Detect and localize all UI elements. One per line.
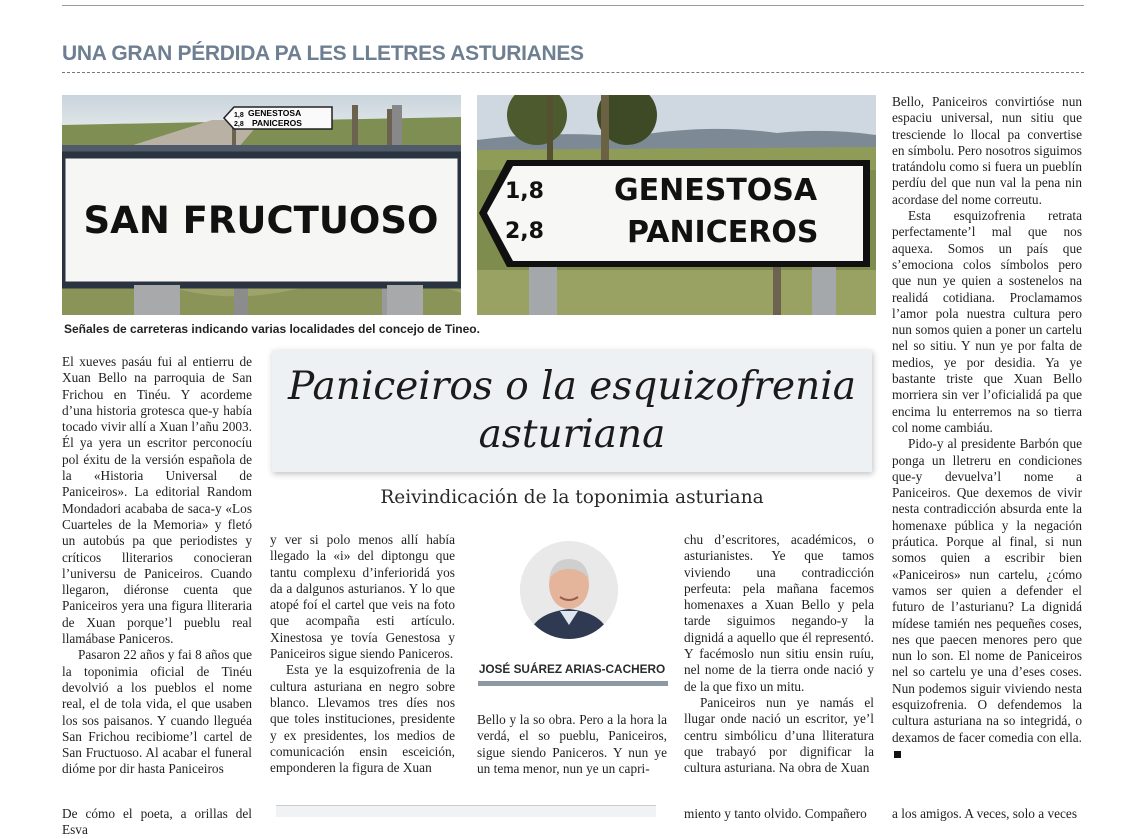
headline-line-1: Paniceiros o la esquizofrenia [288, 364, 856, 409]
body-column-3-start [477, 712, 667, 777]
paragraph [892, 436, 1082, 762]
photo-genestosa-paniceros-sign [477, 95, 876, 315]
paragraph: Paniceiros nun ye namás el llugar onde nació un escritor, ye’l centru simbólicu d’una lliteratura que trabayó por dignificar la cultura asturiana. Na obra de Xuan [684, 694, 874, 776]
section-rule [62, 72, 1084, 73]
sign-distance-1: 1,8 [505, 179, 544, 204]
headline [272, 363, 872, 459]
paragraph: Esta ye la esquizofrenia de la cultura asturiana en negro sobre blanco. Llevamos tres díes nos que toles instituciones, presidente y ex presidentes, los medios de comunicación ensin esceición, emponderen la figura de Xuan [270, 662, 455, 776]
paragraph: miento y tanto olvido. Compañero [684, 806, 867, 821]
small-direction-sign [224, 107, 332, 129]
cut-text-1 [62, 806, 252, 839]
subhead: Reivindicación de la toponimia asturiana [380, 487, 764, 508]
paragraph-text: Pido-y al presidente Barbón que ponga un lletreru en condiciones que-y devuelva’l nome a Paniceiros. Que dexemos de vivir nesta contradicción absurda ente la homenaxe pública y la negación práutica. Porque al final, si nun somos quien a escribir bien «Paniceiros» nun cartelu, ¿cómo vamos ser quien a defender el futuro de l’asturianu? La dignidá mídese tamién nes pequeñes coses, nes que paecen menores pero que nun lo son. El nome de Paniceiros nel so cartelu ye una d’eses coses. Nun podemos siguir viviendo nesta esquizofrenia. O defendemos la cultura asturiana na so integridá, o dexamos de facer comedia con ella. [892, 436, 1082, 745]
small-sign-place-2: PANICEROS [252, 118, 302, 128]
paragraph: Bello y la so obra. Pero a la hora la verdá, el so pueblu, Paniceiros, sigue siendo Paniceros. Y nun ye un tema menor, nun ye un capri- [477, 712, 667, 776]
paragraph: Esta esquizofrenia retrata perfectamente’l mal que nos aquexa. Somos un país que s’emociona colos símbolos pero que nun ye quien a sostenelos na realidá cotidiana. Proclamamos l’amor pola nuestra cultura pero nun somos quien a poner un cartelu nel so sitiu. Y nun ye por falta de medios, ye por desidia. Ya ye bastante triste que Xuan Bello morriera sin ver l’oficialidá pa que encima lu enterremos na so tierra col nome cambiáu. [892, 208, 1082, 435]
paragraph: a los amigos. A veces, solo a veces [892, 806, 1078, 821]
cut-text-3 [684, 806, 874, 822]
sign-place-genestosa: GENESTOSA [614, 173, 818, 208]
author-photo [520, 541, 618, 639]
body-column-4 [892, 94, 1082, 762]
body-column-2 [270, 532, 455, 776]
photo-san-fructuoso-sign [62, 95, 461, 315]
sign-place-paniceros: PANICEROS [627, 215, 819, 250]
body-column-3 [684, 532, 874, 776]
small-sign-place-1: GENESTOSA [248, 108, 302, 118]
top-rule [62, 5, 1084, 6]
sign-distance-2: 2,8 [505, 219, 544, 244]
paragraph: Bello, Paniceiros convirtióse nun espaciu universal, nun sitiu que tresciende lo llocal pa convertise en símbolu. Pero nosotros siguimos tratándolu como si fuera un pueblín perdíu del que nun val la pena nin acordase del nome correutu. [892, 94, 1082, 207]
next-headline-box [276, 805, 656, 817]
small-sign-distance-1: 1,8 [234, 112, 244, 119]
body-column-1 [62, 354, 252, 778]
paragraph: De cómo el poeta, a orillas del Esva [62, 806, 252, 838]
headline-line-2: asturiana [478, 412, 666, 457]
sign-text-san-fructuoso: SAN FRUCTUOSO [83, 199, 439, 242]
author-rule [478, 681, 668, 686]
section-title: UNA GRAN PÉRDIDA PA LES LLETRES ASTURIANES [62, 42, 584, 65]
paragraph: El xueves pasáu fui al entierru de Xuan Bello na parroquia de San Frichou en Tinéu. Y acordeme d’una historia grotesca que-y había tocado vivir allí a Xuan l’añu 2003. Él ya yera un escritor perconocíu pol éxitu de la versión española de la «Historia Universal de Paniceiros». La editorial Random Mondadori acababa de saca-y «Los Cuarteles de la Memoria» y fletó un autobús pa que periodistes y críticos lliterarios conocieran l’universu de Paniceiros. Cuando llegaron, diéronse cuenta que Paniceiros yera una figura lliteraria de Xuan porque’l pueblu real llamábase Paniceros. [62, 354, 252, 647]
end-of-article-mark [894, 751, 901, 758]
paragraph: Pasaron 22 años y fai 8 años que la toponimia oficial de Tinéu devolvió a los pueblos el nome real, el de tola vida, el que usaben los sos paisanos. Y cuando lleguéa San Frichou recibiome’l cartel de San Fructuoso. Al acabar el funeral dióme por dir hasta Paniceiros [62, 647, 252, 777]
paragraph: y ver si polo menos allí había llegado la «i» del diptongu que tantu complexu d’inferioridá yos da a dalgunos asturianos. Y lo que atopé foí el cartel que veis na foto que acompaña esti artículo. Xinestosa ye tovía Genestosa y Paniceiros sigue siendo Paniceros. [270, 532, 455, 662]
cut-text-4 [892, 806, 1082, 822]
small-sign-distance-2: 2,8 [234, 121, 244, 128]
author-byline: JOSÉ SUÁREZ ARIAS-CACHERO [478, 662, 666, 676]
photo-caption: Señales de carreteras indicando varias localidades del concejo de Tineo. [64, 322, 480, 336]
paragraph: chu d’escritores, académicos, o asturianistes. Ye que tamos viviendo una contradicción perfeuta: pela mañana facemos homenaxes a Xuan Bello y pela tarde siguimos negando-y la dignidá a aquello que él representó. Y facémoslo nun sitiu ensin ruíu, nel nome de la tierra onde nació y de la que fixo un mitu. [684, 532, 874, 694]
